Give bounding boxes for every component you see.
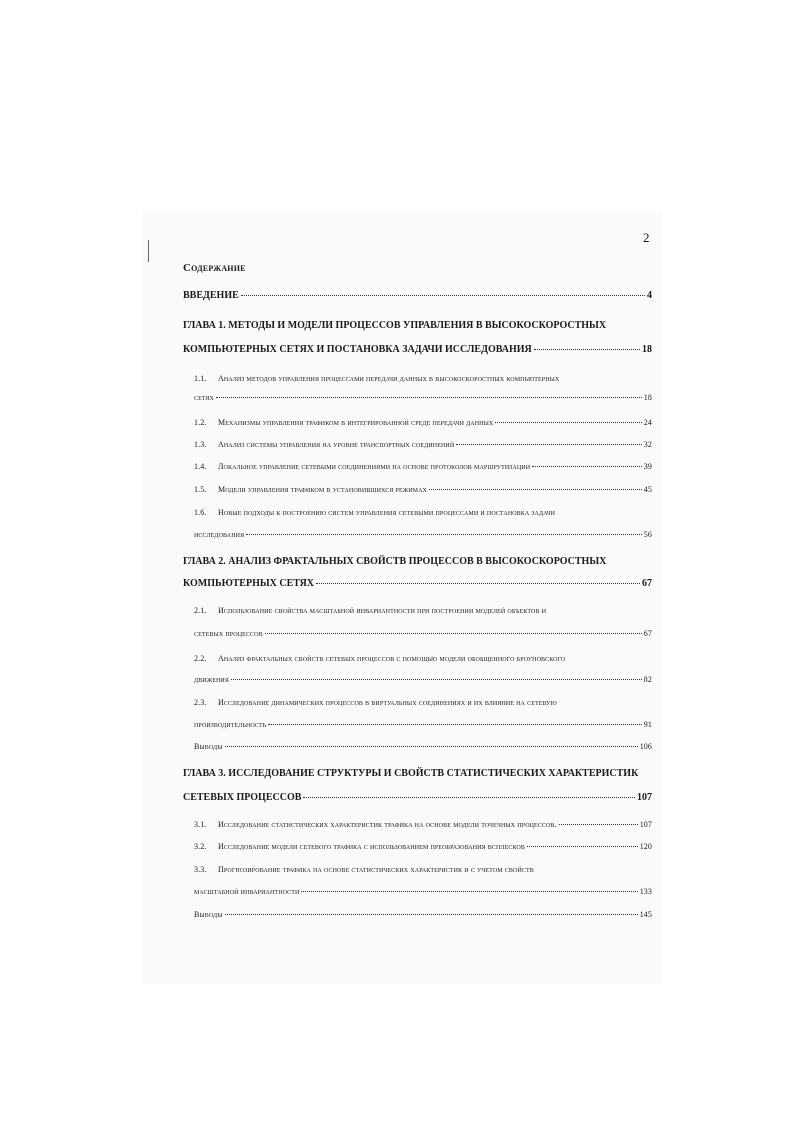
toc-entry-text: ВВЕДЕНИЕ	[183, 290, 239, 301]
toc-entry-2-conclusions[interactable]: Выводы 106	[194, 742, 652, 751]
dot-leader	[316, 583, 640, 584]
toc-entry-3-conclusions[interactable]: Выводы 145	[194, 910, 652, 919]
dot-leader	[216, 397, 642, 398]
dot-leader	[429, 489, 642, 490]
toc-entry-chapter-3[interactable]	[183, 792, 652, 803]
chapter-3-title-line1[interactable]: ГЛАВА 3. ИССЛЕДОВАНИЕ СТРУКТУРЫ И СВОЙСТВ СТАТИСТИЧЕСКИХ ХАРАКТЕРИСТИК	[183, 768, 639, 779]
toc-entry-intro[interactable]	[183, 290, 652, 301]
toc-entry-3-3[interactable]: масштабной инвариантности 133	[194, 887, 652, 896]
toc-entry-3-2[interactable]: 3.2. Исследование модели сетевого трафика с использованием преобразования всплесков 120	[194, 842, 652, 851]
toc-entry-1-1[interactable]: сетях 18	[194, 393, 652, 402]
toc-entry-1-5[interactable]: 1.5. Модели управления трафиком в установившихся режимах 45	[194, 485, 652, 494]
dot-leader	[534, 349, 640, 350]
dot-leader	[456, 444, 642, 445]
toc-entry-2-1-line1[interactable]: 2.1. Использование свойства масштабной инвариантности при построении моделей объектов и	[194, 606, 547, 615]
toc-entry-chapter-1[interactable]	[183, 344, 652, 355]
chapter-1-title-line2: КОМПЬЮТЕРНЫХ СЕТЯХ И ПОСТАНОВКА ЗАДАЧИ ИССЛЕДОВАНИЯ	[183, 344, 532, 355]
toc-entry-3-1[interactable]: 3.1. Исследование статистических характеристик трафика на основе модели точечных процессов. 107	[194, 820, 652, 829]
toc-entry-2-1[interactable]: сетевых процессов 67	[194, 629, 652, 638]
dot-leader	[231, 679, 642, 680]
dot-leader	[265, 633, 642, 634]
toc-entry-chapter-2[interactable]	[183, 578, 652, 589]
toc-entry-page: 18	[642, 344, 652, 355]
dot-leader	[225, 914, 638, 915]
toc-entry-2-3[interactable]: производительность 91	[194, 720, 652, 729]
toc-entry-2-2[interactable]: движения 82	[194, 675, 652, 684]
toc-entry-3-3-line1[interactable]: 3.3. Прогнозирование трафика на основе статистических характеристик и с учетом свойств	[194, 865, 534, 874]
dot-leader	[225, 746, 638, 747]
chapter-3-title-line2: СЕТЕВЫХ ПРОЦЕССОВ	[183, 792, 302, 803]
dot-leader	[527, 846, 638, 847]
toc-entry-1-2[interactable]: 1.2. Механизмы управления трафиком в интегрированной среде передачи данных 24	[194, 418, 652, 427]
toc-entry-1-6-line1[interactable]: 1.6. Новые подходы к построению систем управления сетевыми процессами и постановка задачи	[194, 508, 556, 517]
dot-leader	[246, 534, 642, 535]
toc-entry-page: 107	[637, 792, 652, 803]
dot-leader	[495, 422, 641, 423]
dot-leader	[532, 466, 642, 467]
dot-leader	[268, 724, 642, 725]
margin-mark	[148, 240, 149, 262]
dot-leader	[301, 891, 637, 892]
toc-entry-1-4[interactable]: 1.4. Локальное управление сетевыми соединениями на основе протоколов маршрутизации 39	[194, 462, 652, 471]
toc-entry-1-3[interactable]: 1.3. Анализ системы управления на уровне транспортных соединений 32	[194, 440, 652, 449]
dot-leader	[559, 824, 638, 825]
dot-leader	[303, 797, 635, 798]
toc-entry-page: 4	[647, 290, 652, 301]
chapter-2-title-line2: КОМПЬЮТЕРНЫХ СЕТЯХ	[183, 578, 315, 589]
toc-entry-2-3-line1[interactable]: 2.3. Исследование динамических процессов в виртуальных соединениях и их влияние на сетевую	[194, 698, 557, 707]
toc-title: Содержание	[183, 262, 246, 274]
toc-entry-1-1-line1[interactable]: 1.1. Анализ методов управления процессами передачи данных в высокоскоростных компьютерных	[194, 374, 560, 383]
toc-entry-page: 67	[642, 578, 652, 589]
toc-entry-1-6[interactable]: исследования 56	[194, 530, 652, 539]
chapter-1-title-line1[interactable]: ГЛАВА 1. МЕТОДЫ И МОДЕЛИ ПРОЦЕССОВ УПРАВЛЕНИЯ В ВЫСОКОСКОРОСТНЫХ	[183, 320, 607, 331]
toc-entry-2-2-line1[interactable]: 2.2. Анализ фрактальных свойств сетевых процессов с помощью модели обобщенного броуновского	[194, 654, 566, 663]
dot-leader	[241, 295, 645, 296]
chapter-2-title-line1[interactable]: ГЛАВА 2. АНАЛИЗ ФРАКТАЛЬНЫХ СВОЙСТВ ПРОЦЕССОВ В ВЫСОКОСКОРОСТНЫХ	[183, 556, 607, 567]
page-number: 2	[643, 230, 650, 245]
